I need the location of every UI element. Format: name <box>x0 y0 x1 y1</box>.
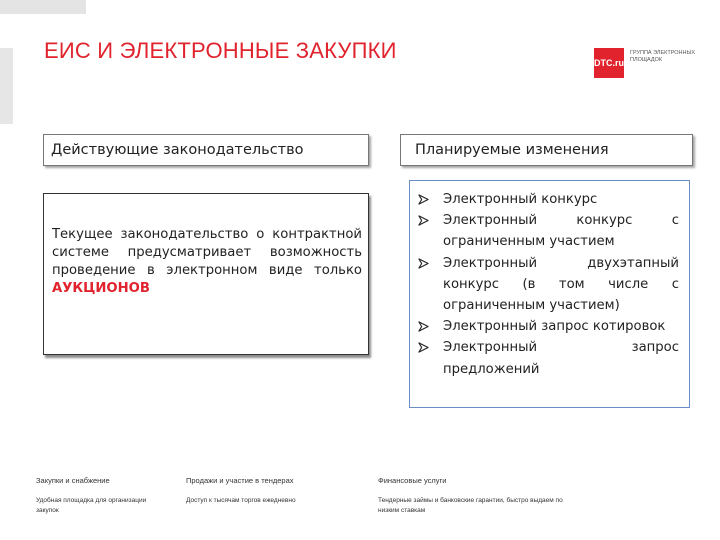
planned-changes-box <box>409 180 690 408</box>
footer-column-sales <box>186 476 356 506</box>
planned-changes-header-label: Планируемые изменения <box>415 142 609 158</box>
footer-column-finance <box>378 476 578 515</box>
list-item <box>418 210 679 252</box>
list-item <box>418 253 679 317</box>
footer-column-title: Продажи и участие в тендерах <box>186 476 294 485</box>
planned-changes-header <box>400 134 693 166</box>
list-item <box>418 189 679 210</box>
dtc-logo <box>594 48 704 78</box>
arrow-bullet-icon <box>418 321 429 332</box>
slide-title: ЕИС И ЭЛЕКТРОННЫЕ ЗАКУПКИ <box>44 38 397 63</box>
list-item <box>418 337 679 379</box>
list-item-label: Электронный конкурс <box>443 192 598 207</box>
arrow-bullet-icon <box>418 342 429 353</box>
current-law-text <box>52 226 362 298</box>
logo-text: ГРУППА ЭЛЕКТРОННЫХ ПЛОЩАДОК <box>630 50 696 63</box>
footer-column-title: Финансовые услуги <box>378 476 447 485</box>
footer-column-procurement <box>36 476 156 515</box>
arrow-bullet-icon <box>418 258 429 269</box>
current-law-text-main: Текущее законодательство о контрактной системе предусматривает возможность проведение в электронном виде только <box>52 227 362 278</box>
list-item-label: Электронный запрос предложений <box>443 340 679 377</box>
list-item-label: Электронный двухэтапный конкурс (в том числе с ограниченным участием) <box>443 255 679 314</box>
current-law-header-label: Действующие законодательство <box>51 142 304 158</box>
list-item-label: Электронный конкурс с ограниченным участием <box>443 213 679 250</box>
logo-mark: DTC.ru <box>594 48 624 78</box>
current-law-header <box>43 134 369 166</box>
footer-column-desc: Удобная площадка для организации закупок <box>36 497 147 514</box>
footer-column-title: Закупки и снабжение <box>36 476 110 485</box>
footer-column-desc: Доступ к тысячам торгов ежедневно <box>186 497 296 504</box>
arrow-bullet-icon <box>418 215 429 226</box>
side-decor-bar <box>0 48 13 124</box>
auctions-highlight: АУКЦИОНОВ <box>52 281 150 296</box>
top-decor-bar <box>0 0 86 14</box>
list-item <box>418 316 679 337</box>
arrow-bullet-icon <box>418 194 429 205</box>
current-law-box <box>43 193 369 355</box>
planned-changes-list <box>418 189 679 380</box>
footer-column-desc: Тендерные займы и банковские гарантии, быстро выдаем по низким ставкам <box>378 497 563 514</box>
list-item-label: Электронный запрос котировок <box>443 319 666 335</box>
